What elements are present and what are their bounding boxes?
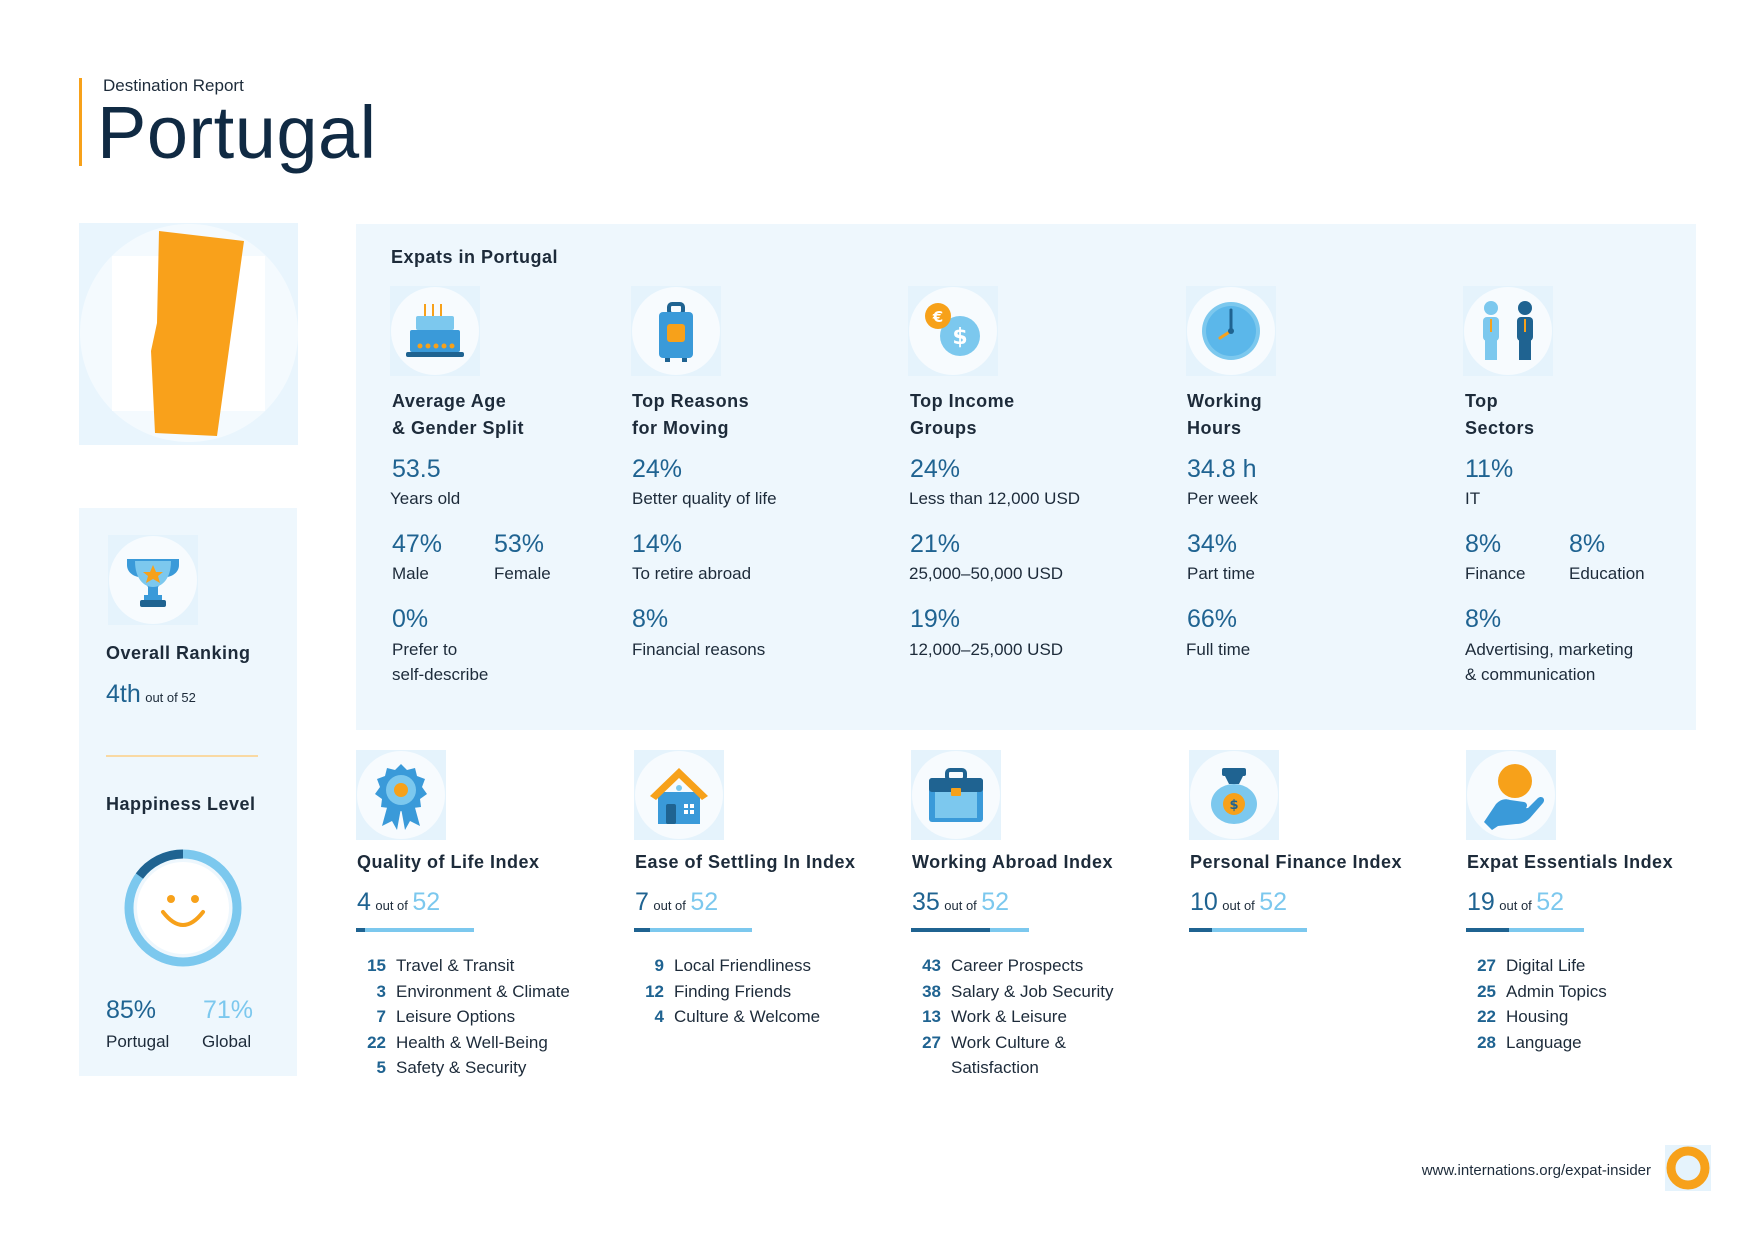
portugal-map-icon [79,223,298,445]
subcategory-label: Career Prospects [951,956,1084,975]
panel-divider [106,755,258,757]
sector-education-label: Education [1569,564,1645,583]
overall-ranking-outof: out of 52 [145,690,196,705]
reason-value-2: 14% [632,530,683,558]
index-rank-bar-fill [634,928,650,932]
sector-it-label: IT [1465,489,1481,508]
subcategory-rank: 28 [1477,1032,1496,1052]
index-title: Expat Essentials Index [1467,852,1674,872]
subcategory-rank [911,1055,941,1081]
index-outof: out of [1499,898,1532,913]
index-working-abroad [911,750,1171,1080]
internations-logo-icon [1665,1145,1711,1191]
sector-education-value: 8% [1569,530,1606,558]
index-rank: 7 [635,888,649,916]
subcategory-label: Work & Leisure [951,1007,1067,1026]
subcategory-label: Leisure Options [396,1007,516,1026]
index-rank-bar-fill [911,928,990,932]
sector-finance-label: Finance [1465,564,1526,583]
income-icon-tile [908,286,998,376]
index-icon-tile [911,750,1001,840]
subcategory-label: Housing [1506,1007,1569,1026]
subcategory-rank: 27 [922,1032,941,1052]
index-total: 52 [1259,888,1288,916]
people-icon [1463,286,1553,376]
subcategory-rank: 12 [645,981,664,1001]
subcategory-label: Health & Well-Being [396,1032,548,1052]
self-describe-label: Prefer to self-describe [392,640,489,684]
index-personal-finance [1189,750,1449,1080]
subcategory-row [356,1055,570,1081]
index-rank-bar [911,928,1029,932]
subcategory-row [1466,979,1607,1005]
index-rank: 19 [1467,888,1495,916]
subcategory-row [911,953,1114,979]
reason-label-3: Financial reasons [632,640,766,659]
svg-text:$: $ [952,325,968,350]
birthday-cake-icon [390,286,480,376]
index-total: 52 [412,888,441,916]
coins-icon [908,286,998,376]
hours-label-2: Part time [1187,564,1256,583]
index-outof: out of [653,898,686,913]
index-score [635,888,718,917]
happiness-portugal-value: 85% [106,996,157,1024]
reason-label-2: To retire abroad [632,564,752,583]
subcategory-rank: 3 [376,981,386,1001]
subcategory-rank: 15 [367,956,386,975]
income-value-3: 19% [910,605,961,633]
reason-value-3: 8% [632,605,669,633]
hours-label-1: Per week [1187,489,1258,508]
income-label-2: 25,000–50,000 USD [909,564,1064,583]
subcategory-row [356,1004,570,1030]
index-rank-bar [1189,928,1307,932]
title-accent-bar [79,78,82,166]
index-icon-tile [1466,750,1556,840]
briefcase-icon [911,750,1001,840]
index-subcategories [634,953,820,1030]
subcategory-row [911,1004,1114,1030]
index-rank: 4 [357,888,371,916]
subcategory-label: Safety & Security [396,1058,527,1077]
subcategory-label: Salary & Job Security [951,981,1114,1001]
subcategory-row [634,1004,820,1030]
index-title: Personal Finance Index [1190,852,1403,872]
male-value: 47% [392,530,443,558]
index-title: Ease of Settling In Index [635,852,856,872]
clock-icon [1186,286,1276,376]
subcategory-row [1466,1004,1607,1030]
smiley-gauge-icon [121,846,245,970]
suitcase-icon [631,286,721,376]
sector-it-value: 11% [1465,455,1514,483]
index-rank-bar-fill [356,928,365,932]
footer-url[interactable]: www.internations.org/expat-insider [1421,1162,1651,1179]
subcategory-label: Travel & Transit [396,956,515,975]
hand-coin-icon [1466,750,1556,840]
svg-text:$: $ [1229,798,1239,813]
hours-value-3: 66% [1187,605,1238,633]
subcategory-rank: 9 [654,956,664,975]
country-map [79,223,298,445]
index-rank: 10 [1190,888,1218,916]
expats-panel [356,224,1696,730]
sectors-icon-tile [1463,286,1553,376]
subcategory-rank: 38 [922,981,941,1001]
subcategory-row [356,953,570,979]
index-expat-essentials [1466,750,1726,1080]
index-outof: out of [944,898,977,913]
index-icon-tile [1189,750,1279,840]
hours-value-1: 34.8 h [1187,455,1257,483]
avg-age-label: Years old [390,489,461,508]
subcategory-row [634,953,820,979]
sector-finance-value: 8% [1465,530,1502,558]
sectors-heading: Top Sectors [1465,391,1535,438]
index-score [912,888,1009,917]
page-title: Portugal [97,91,377,174]
happiness-global-value: 71% [203,996,254,1024]
index-total: 52 [981,888,1010,916]
index-outof: out of [1222,898,1255,913]
overall-ranking-label: Overall Ranking [106,643,251,663]
hours-label-3: Full time [1186,640,1251,659]
subcategory-label: Satisfaction [951,1058,1039,1077]
trophy-tile [108,535,198,625]
subcategory-rank: 43 [922,956,941,975]
subcategory-label: Finding Friends [674,981,792,1001]
index-score [1190,888,1287,917]
subcategory-row [911,1055,1114,1081]
index-subcategories [911,953,1114,1081]
subcategory-label: Digital Life [1506,956,1586,975]
subcategory-label: Work Culture & [951,1032,1066,1052]
female-label: Female [494,564,551,583]
subcategory-rank: 13 [922,1007,941,1026]
subcategory-rank: 5 [376,1058,386,1077]
income-label-3: 12,000–25,000 USD [909,640,1064,659]
subcategory-label: Environment & Climate [396,981,570,1001]
subcategory-rank: 27 [1477,956,1496,975]
index-rank-bar-fill [1466,928,1509,932]
trophy-icon [108,535,198,625]
male-label: Male [392,564,429,583]
index-icon-tile [634,750,724,840]
index-rank-bar [1466,928,1584,932]
subcategory-row [356,979,570,1005]
index-score [1467,888,1564,917]
overall-ranking-value-group [106,680,196,709]
index-title: Quality of Life Index [357,852,540,872]
index-rank-bar-fill [1189,928,1212,932]
subcategory-rank: 22 [367,1032,386,1052]
subcategory-row [634,979,820,1005]
self-describe-value: 0% [392,605,429,633]
happiness-level-label: Happiness Level [106,794,256,814]
index-ease-of-settling-in [634,750,894,1080]
subcategory-rank: 25 [1477,981,1496,1001]
index-title: Working Abroad Index [912,852,1114,872]
index-score [357,888,440,917]
subcategory-row [1466,953,1607,979]
expats-panel-title: Expats in Portugal [391,247,559,267]
svg-text:€: € [932,308,944,326]
overall-ranking-value: 4th [106,680,141,708]
index-total: 52 [1536,888,1565,916]
index-icon-tile [356,750,446,840]
sector-adv-value: 8% [1465,605,1502,633]
female-value: 53% [494,530,545,558]
index-rank-bar [634,928,752,932]
hours-heading: Working Hours [1187,391,1263,438]
subcategory-row [1466,1030,1607,1056]
avg-age-value: 53.5 [392,455,441,483]
reason-label-1: Better quality of life [632,489,777,508]
index-subcategories [356,953,570,1081]
report-subtitle: Destination Report [103,76,244,95]
index-quality-of-life [356,750,616,1080]
sector-adv-label: Advertising, marketing & communication [1465,640,1634,684]
happiness-global-label: Global [202,1032,252,1051]
income-value-1: 24% [910,455,961,483]
subcategory-row [911,979,1114,1005]
subcategory-label: Admin Topics [1506,981,1607,1001]
subcategory-rank: 4 [654,1007,664,1026]
age-icon-tile [390,286,480,376]
income-label-1: Less than 12,000 USD [909,489,1081,508]
index-rank: 35 [912,888,940,916]
subcategory-row [911,1030,1114,1056]
subcategory-label: Language [1506,1032,1582,1052]
award-badge-icon [356,750,446,840]
income-value-2: 21% [910,530,961,558]
index-total: 52 [690,888,719,916]
hours-icon-tile [1186,286,1276,376]
reason-value-1: 24% [632,455,683,483]
ranking-panel [79,508,297,1076]
money-bag-icon [1189,750,1279,840]
subcategory-rank: 22 [1477,1007,1496,1026]
hours-value-2: 34% [1187,530,1238,558]
happiness-portugal-label: Portugal [106,1032,170,1051]
house-icon [634,750,724,840]
index-rank-bar [356,928,474,932]
index-subcategories [1466,953,1607,1055]
age-heading: Average Age & Gender Split [392,391,525,438]
reasons-heading: Top Reasons for Moving [632,391,750,438]
subcategory-row [356,1030,570,1056]
subcategory-rank: 7 [376,1007,386,1026]
subcategory-label: Culture & Welcome [674,1007,821,1026]
index-outof: out of [375,898,408,913]
income-heading: Top Income Groups [910,391,1015,438]
subcategory-label: Local Friendliness [674,956,812,975]
reasons-icon-tile [631,286,721,376]
